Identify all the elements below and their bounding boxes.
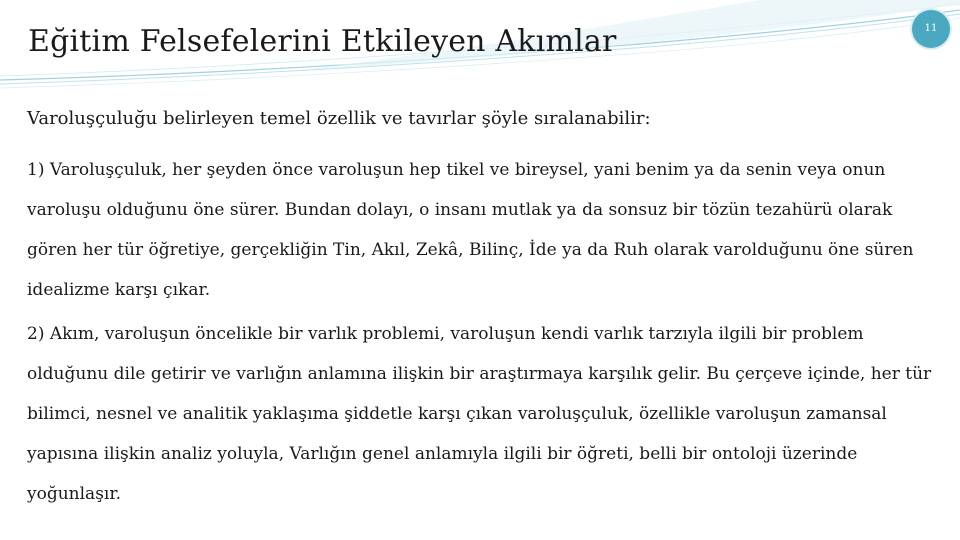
slide-body: [27, 98, 942, 518]
slide-title: Eğitim Felsefelerini Etkileyen Akımlar: [28, 24, 617, 59]
page-number-badge: 11: [912, 10, 950, 48]
intro-text: Varoluşçuluğu belirleyen temel özellik ve tavırlar şöyle sıralanabilir:: [27, 108, 651, 129]
paragraph-2: 2) Akım, varoluşun öncelikle bir varlık problemi, varoluşun kendi varlık tarzıyla ilgili bir problem olduğunu dile getirir ve varlığın anlamına ilişkin bir araştırmaya karşılık gelir. Bu çerçeve içinde, her tür bilimci, nesnel ve analitik yaklaşıma şiddetle karşı çıkan varoluşçuluk, özellikle varoluşun zamansal yapısına ilişkin analiz yoluyla, Varlığın genel anlamıyla ilgili bir öğreti, belli bir ontoloji üzerinde yoğunlaşır.: [27, 324, 932, 504]
paragraph-1: 1) Varoluşçuluk, her şeyden önce varoluşun hep tikel ve bireysel, yani benim ya da senin veya onun varoluşu olduğunu öne sürer. Bundan dolayı, o insanı mutlak ya da sonsuz bir tözün tezahürü olarak gören her tür öğretiye, gerçekliğin Tin, Akıl, Zekâ, Bilinç, İde ya da Ruh olarak varolduğunu öne süren idealizme karşı çıkar.: [27, 160, 914, 300]
